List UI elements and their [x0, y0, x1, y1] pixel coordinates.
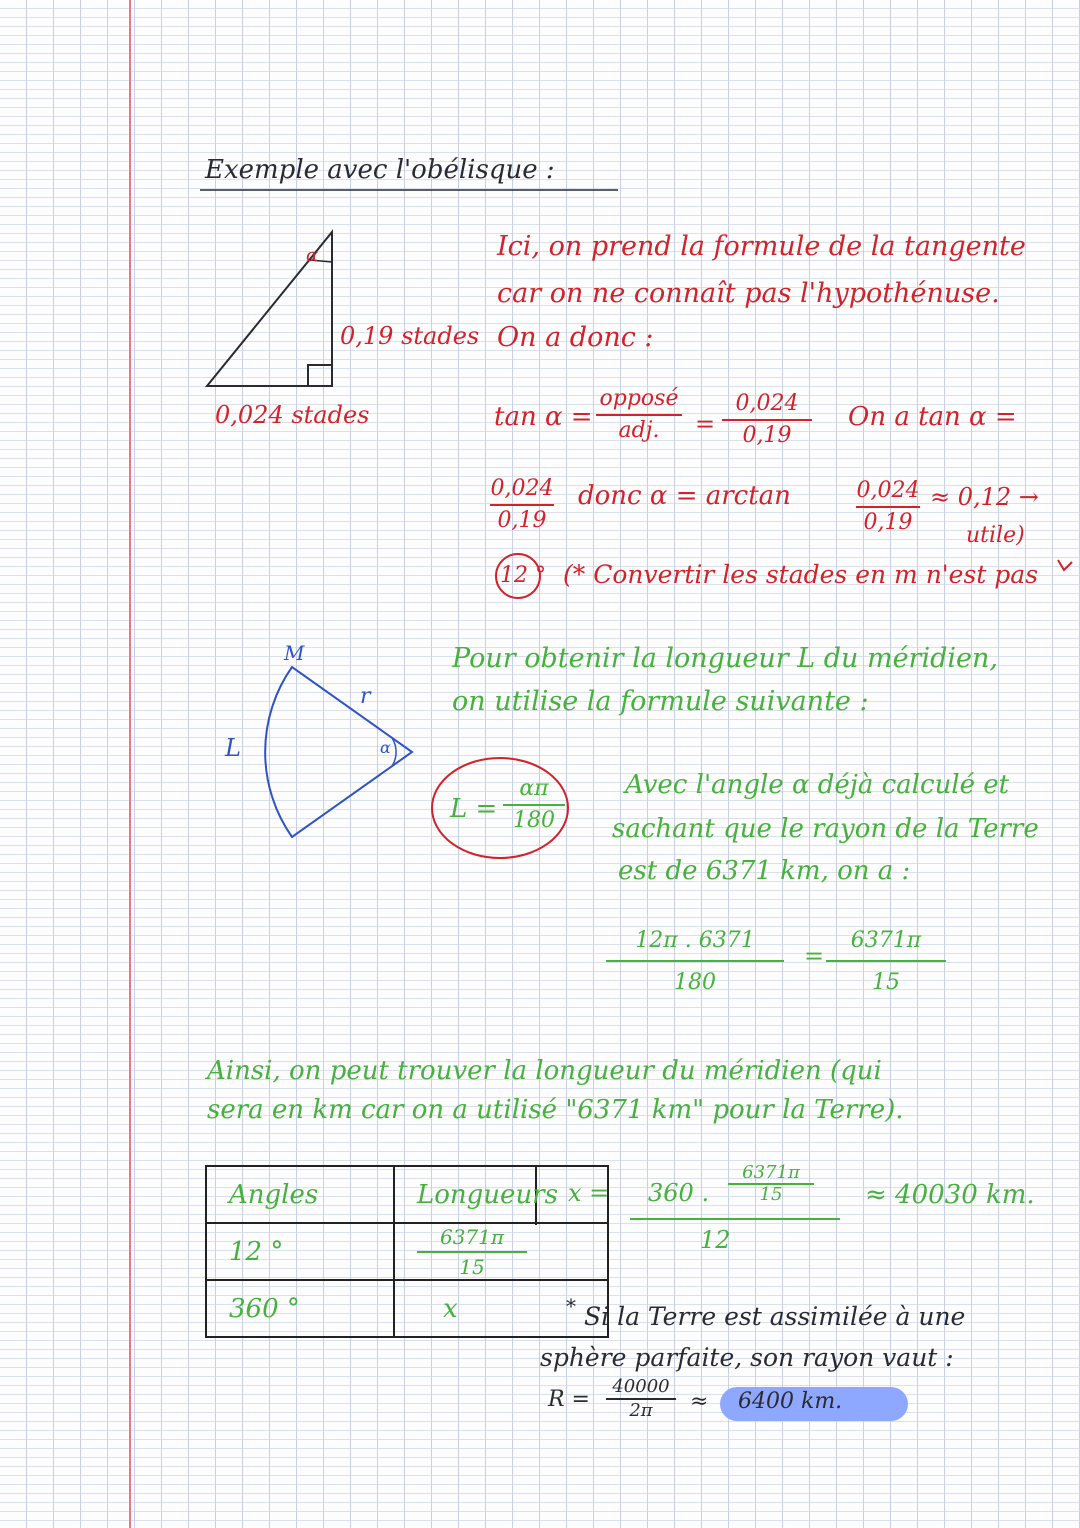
result-angle: 12 °: [500, 563, 546, 588]
arctan-right-den: 0,19: [863, 510, 913, 535]
footnote-den: 2π: [629, 1400, 653, 1421]
cross-fraction-bar: [630, 1218, 840, 1220]
tan-num-1: opposé: [599, 386, 679, 411]
footnote-num: 40000: [612, 1376, 670, 1397]
cross-mult: 360 .: [648, 1179, 710, 1207]
conclusion-line-2: sera en km car on a utilisé "6371 km" pour la Terre).: [207, 1095, 904, 1125]
tan-lhs: tan α =: [494, 402, 593, 432]
footnote-fraction: [606, 1378, 676, 1420]
sector-label-m: M: [284, 641, 305, 665]
radius-text-line-3: est de 6371 km, on a :: [618, 856, 911, 886]
explanation-line-3: On a donc :: [497, 322, 654, 353]
arctan-mid: donc α = arctan: [578, 481, 791, 511]
tan-fraction-1: [596, 388, 682, 442]
conclusion-line-1: Ainsi, on peut trouver la longueur du méridien (qui: [207, 1056, 882, 1086]
tan-eq: =: [695, 410, 716, 438]
table-cell-angle: 12 °: [206, 1223, 394, 1280]
footnote-line-1: Si la Terre est assimilée à une: [584, 1302, 966, 1331]
explanation-line-2: car on ne connaît pas l'hypothénuse.: [497, 278, 1000, 309]
arctan-left-den: 0,19: [497, 508, 547, 533]
cross-den: 12: [700, 1226, 731, 1254]
convert-note: (* Convertir les stades en m n'est pas: [563, 560, 1039, 589]
table-header-lengths: Longueurs: [394, 1166, 608, 1223]
calc-fraction-2: [826, 930, 946, 994]
table-header-row: [206, 1166, 608, 1223]
meridian-intro-line-2: on utilise la formule suivante :: [452, 686, 869, 717]
triangle-horizontal-side-label: 0,024 stades: [215, 401, 370, 429]
cross-inner-fraction: [728, 1164, 814, 1204]
proportion-table: [205, 1165, 609, 1338]
footnote-result: 6400 km.: [738, 1389, 843, 1414]
table-length-den: 15: [459, 1254, 485, 1279]
radius-text-line-2: sachant que le rayon de la Terre: [612, 814, 1039, 844]
sector-label-angle: α: [380, 738, 391, 757]
tan-den-2: 0,19: [742, 423, 792, 448]
arctan-left-num: 0,024: [490, 476, 554, 501]
cross-inner-num: 6371π: [742, 1162, 800, 1183]
arrow-down-icon: [1058, 560, 1072, 570]
triangle-vertical-side-label: 0,19 stades: [340, 322, 480, 350]
table-cell-length: x: [394, 1280, 608, 1337]
right-angle-mark: [308, 365, 332, 386]
cross-lhs: x =: [568, 1179, 610, 1207]
tan-tail: On a tan α =: [848, 402, 1017, 432]
arctan-approx: ≈ 0,12 →: [930, 483, 1039, 511]
triangle-angle-label: α: [306, 245, 319, 266]
tan-fraction-2: [722, 393, 812, 447]
explanation-line-1: Ici, on prend la formule de la tangente: [497, 231, 1026, 262]
table-cell-angle: 360 °: [206, 1280, 394, 1337]
sector-label-r: r: [360, 684, 371, 709]
sector-label-l: L: [225, 734, 241, 762]
cross-result: ≈ 40030 km.: [865, 1180, 1035, 1210]
meridian-intro-line-1: Pour obtenir la longueur L du méridien,: [452, 643, 998, 674]
table-header-angles: Angles: [206, 1166, 394, 1223]
footnote-approx: ≈: [690, 1389, 709, 1414]
table-cell-length: [394, 1223, 608, 1280]
arc-formula-fraction: [503, 778, 565, 832]
calc-num-1: 12π . 6371: [635, 928, 755, 953]
angle-arc-sector: [392, 738, 396, 766]
calc-num-2: 6371π: [850, 928, 922, 953]
calc-den-2: 15: [872, 970, 900, 995]
table-length-num: 6371π: [439, 1224, 505, 1249]
footnote-line-2: sphère parfaite, son rayon vaut :: [540, 1343, 954, 1372]
arctan-left-fraction: [490, 478, 554, 532]
arctan-right-num: 0,024: [856, 478, 920, 503]
footnote-star: *: [566, 1294, 576, 1318]
cross-inner-den: 15: [759, 1184, 783, 1205]
calc-eq: =: [804, 942, 825, 970]
page-heading: Exemple avec l'obélisque :: [205, 155, 555, 185]
arc-formula-num: απ: [519, 776, 549, 801]
tan-num-2: 0,024: [735, 391, 799, 416]
arc-formula-lhs: L =: [450, 794, 498, 824]
calc-fraction-1: [606, 930, 784, 994]
tan-den-1: adj.: [618, 418, 660, 443]
table-row: [206, 1223, 608, 1280]
radius-text-line-1: Avec l'angle α déjà calculé et: [625, 770, 1010, 800]
arc-formula-den: 180: [513, 808, 555, 833]
table-row: [206, 1280, 608, 1337]
arctan-right-fraction: [856, 480, 920, 534]
calc-den-1: 180: [674, 970, 716, 995]
footnote-lhs: R =: [548, 1387, 590, 1412]
arctan-util: utile): [966, 523, 1025, 548]
